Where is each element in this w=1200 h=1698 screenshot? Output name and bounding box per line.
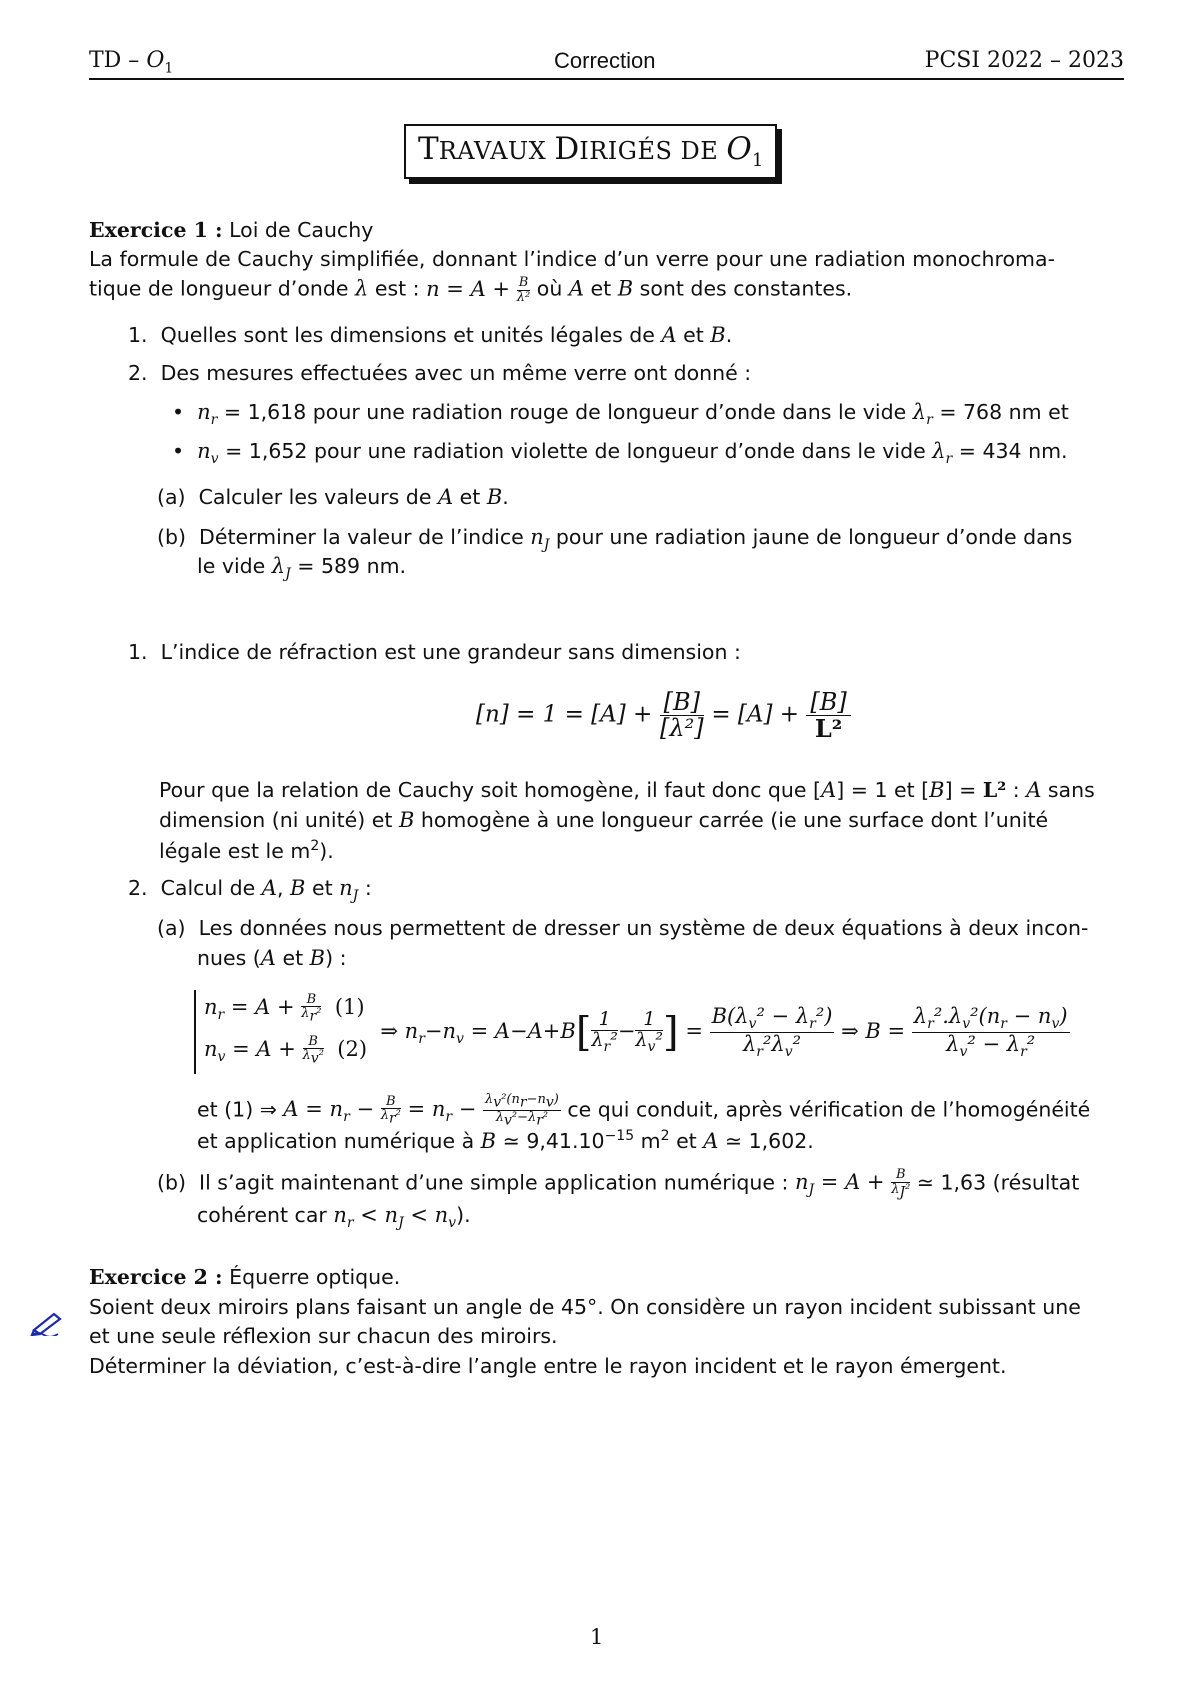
ex1-name: Loi de Cauchy [222, 218, 374, 242]
et2-exp: −15 [604, 1128, 635, 1144]
et2-val: ≃ 9,41.10 [496, 1128, 605, 1153]
c1-p1d: sans [1041, 778, 1095, 802]
ex2-line-3: Déterminer la déviation, c’est-à-dire l’angle entre le rayon incident et le rayon émergent. [89, 1354, 1007, 1378]
c1-p1c: ] = [944, 778, 983, 802]
c1-text: L’indice de réfraction est une grandeur sans dimension : [160, 640, 741, 664]
intro-text-a: tique de longueur d’onde [89, 276, 355, 301]
ex2-line-2: et une seule réflexion sur chacun des miroirs. [89, 1324, 558, 1348]
qa-text: Calculer les valeurs de [198, 485, 432, 509]
intro-text-d: et [584, 276, 618, 301]
frac-b-lambda: $\frac{[B]}{\text{[λ²]}}$ [660, 688, 704, 743]
title-rest-1: RAVAUX [438, 137, 555, 165]
sym-A: A [568, 276, 585, 301]
intro-text-e: sont des constantes. [633, 276, 853, 301]
header-center: Correction [554, 48, 656, 73]
q2-text: Des mesures effectuées avec un même verre ont donné : [160, 361, 752, 385]
cauchy-formula: n = A + $\frac{B}{\text{λ²}}$ [426, 275, 531, 305]
question-2: 2. Des mesures effectuées avec un même verre ont donné : [128, 361, 752, 385]
ex1-intro-1: La formule de Cauchy simplifiée, donnant l’indice d’un verre pour une radiation monochroma- [89, 247, 1055, 271]
correction-2: 2. Calcul de A, B et $n_J$ : [128, 876, 372, 905]
question-2a: (a) Calculer les valeurs de A et B. [157, 485, 509, 509]
qb-text-1: Déterminer la valeur de l’indice [199, 525, 531, 549]
c1-paragraph-2: dimension (ni unité) et B homogène à une longueur carrée (ie une surface dont l’unité [159, 808, 1049, 832]
bullet-violet-end: = 434 nm. [952, 439, 1068, 463]
frac-b-lambda2: $\frac{B}{\text{λ²}}$ [516, 275, 531, 305]
c2-text: Calcul de [160, 876, 262, 900]
bullet-red: • $n_r = 1,618$ pour une radiation rouge de longueur d’onde dans le vide $\lambda_r = 768$ nm et [172, 400, 1069, 429]
sym-B: B [617, 276, 634, 301]
correction-1: 1. L’indice de réfraction est une grandeur sans dimension : [128, 640, 741, 664]
et2-unit: m [634, 1128, 661, 1153]
question-1: 1. Quelles sont les dimensions et unités légales de A et B. [128, 323, 733, 347]
c1-p2: dimension (ni unité) et [159, 808, 399, 832]
c1-p3b: ). [319, 838, 334, 863]
page-number: 1 [590, 1625, 604, 1649]
c1-p3: légale est le m [159, 838, 311, 863]
bullet-violet-text: = 1,652 pour une radiation violette de longueur d’onde dans le vide [218, 439, 933, 463]
c2a-result-1: et (1) ⇒ $A = n_r$ − $\frac{B}{\lambda_r^2}$ = $n_r$ − $\frac{\lambda_v^2(n_r-n_v)}{\lambda_v^2-\lambda_r^2}$ ce qui conduit, après vérification de l’homogénéité [197, 1092, 1091, 1129]
title-rest-2: IRIGÉS DE [579, 137, 727, 165]
page-header [89, 44, 1124, 80]
c2b-line-1: (b) Il s’agit maintenant d’une simple application numérique : $n_J = A$ + $\frac{B}{\lambda_J^2}$ ≃ 1,63 (résultat [157, 1167, 1080, 1201]
header-symbol: O [146, 48, 165, 73]
bullet-violet: • $n_v = 1,652$ pour une radiation violette de longueur d’onde dans le vide $\lambda_r = 434$ nm. [172, 439, 1068, 468]
c2b-text-1-end: ≃ 1,63 (résultat [910, 1170, 1080, 1195]
qb-text-2-end: = 589 nm. [290, 554, 407, 578]
c2b-text-2: cohérent car [197, 1203, 334, 1227]
header-left-prefix: TD – [89, 48, 147, 73]
title-cap-t: T [418, 131, 439, 167]
et2-A: ≃ 1,602. [718, 1128, 814, 1153]
ex2-label: Exercice 2 : [89, 1265, 223, 1289]
ex1-intro-2 [89, 276, 852, 304]
qb-text-2: le vide [197, 554, 272, 578]
c2a-line-2: nues (A et B) : [197, 946, 347, 970]
title-sub: 1 [751, 150, 764, 172]
intro-text-b: est : [368, 276, 427, 301]
et2-text: et application numérique à [197, 1128, 481, 1153]
c2a-result-2: et application numérique à B ≃ $9,41.10^{-15}$ $m^2$ et A ≃ 1,602. [197, 1128, 814, 1153]
c1-p1: Pour que la relation de Cauchy soit homogène, il faut donc que [ [159, 778, 822, 802]
qb-text-1-end: pour une radiation jaune de longueur d’onde dans [549, 525, 1073, 549]
ex1-label: Exercice 1 : [89, 218, 223, 242]
ex1-heading [89, 218, 373, 242]
question-2b-cont: le vide $\lambda_J = 589$ nm. [197, 554, 407, 583]
bullet-red-end: = 768 nm et [932, 400, 1069, 424]
c2a-text-2b: ) : [325, 946, 347, 970]
frac-b-l2: $\frac{[B]}{\text{L²}}$ [806, 690, 850, 741]
header-sub: 1 [164, 60, 174, 77]
header-right: PCSI 2022 – 2023 [924, 48, 1124, 73]
pencil-icon [30, 1310, 66, 1340]
c2b-line-2: cohérent car $n_r < n_J < n_v$). [197, 1203, 471, 1232]
system-brace: $n_r = A$ + $\frac{B}{\lambda_r^2}$ (1) $n_v = A$ + $\frac{B}{\lambda_v^2}$ (2) [194, 990, 367, 1074]
title-symbol: O [726, 131, 752, 167]
c2a-text-1: Les données nous permettent de dresser un système de deux équations à deux incon- [198, 916, 1089, 940]
c2a-text-2: nues ( [197, 946, 261, 970]
question-2b: (b) Déterminer la valeur de l’indice $n_J$ pour une radiation jaune de longueur d’onde dans [157, 525, 1073, 554]
et2-end: et [669, 1128, 704, 1153]
page-title [404, 124, 777, 179]
c1-p1b: ] = 1 et [ [836, 778, 930, 802]
ex2-name: Équerre optique. [222, 1265, 401, 1289]
q1-text: Quelles sont les dimensions et unités légales de [160, 323, 655, 347]
lambda-symbol: λ [355, 276, 369, 301]
c1-paragraph-1: Pour que la relation de Cauchy soit homogène, il faut donc que [A] = 1 et [B] = L² : A sans [159, 778, 1095, 802]
bullet-red-text: = 1,618 pour une radiation rouge de longueur d’onde dans le vide [217, 400, 913, 424]
et1-end: ce qui conduit, après vérification de l’homogénéité [560, 1097, 1091, 1122]
ex2-heading [89, 1265, 400, 1289]
et1-text: et (1) ⇒ [197, 1097, 284, 1122]
c2b-text-1: Il s’agit maintenant d’une simple application numérique : [199, 1170, 795, 1195]
c1-paragraph-3: légale est le $m^2$). [159, 838, 334, 863]
header-left [89, 48, 173, 76]
c2a-line-1: (a) Les données nous permettent de dresser un système de deux équations à deux incon- [157, 916, 1089, 940]
intro-text-c: où [530, 276, 569, 301]
c1-p2b: homogène à une longueur carrée (ie une surface dont l’unité [414, 808, 1049, 832]
dimension-equation: [n] = 1 = [A] + $\frac{[B]}{\text{[λ²]}}$ = [A] + $\frac{[B]}{\text{L²}}$ [476, 690, 851, 741]
ex2-line-1: Soient deux miroirs plans faisant un angle de 45°. On considère un rayon incident subissant une [89, 1295, 1081, 1319]
title-cap-d: D [554, 131, 580, 167]
equation-system: $n_r = A$ + $\frac{B}{\lambda_r^2}$ (1) $n_v = A$ + $\frac{B}{\lambda_v^2}$ (2) ⇒ $n_r-n_v = A-A+B$[ $\frac{1}{\lambda_r^2}$ − $\frac{1}{\lambda_v^2}$ ] = $\frac{B(\lambda_v^2 - \lambda_r^2)}{\lambda_r^2\lambda_v^2}$ ⇒ B = $\frac{\lambda_r^2.\lambda_v^2(n_r - n_v)}{\lambda_v^2 - \lambda_r^2}$ [194, 990, 1070, 1074]
